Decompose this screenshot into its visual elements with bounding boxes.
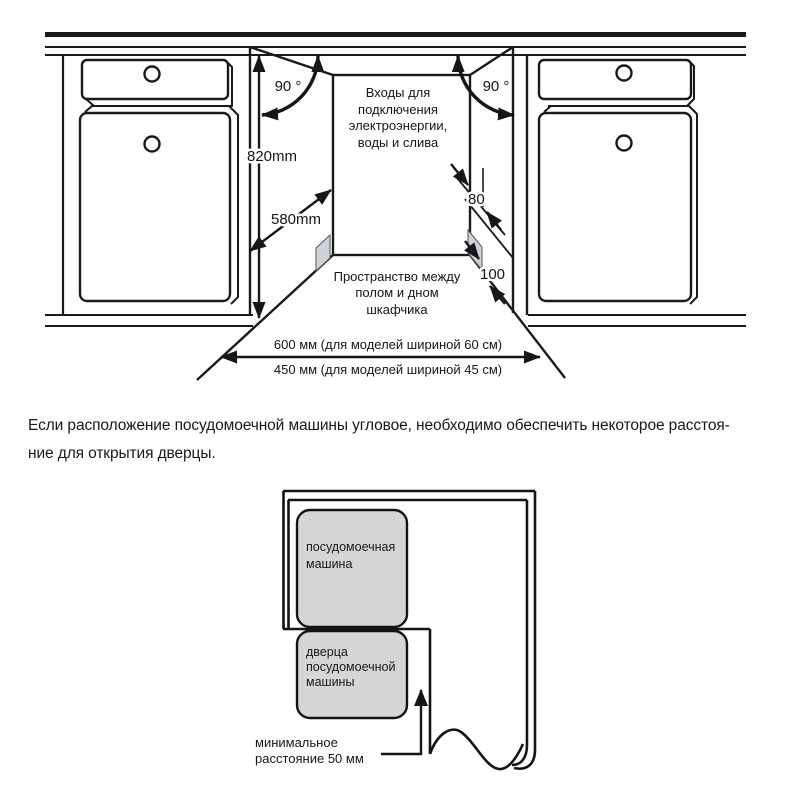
depth-dimension-label: 580mm: [271, 211, 322, 228]
inlet-note-line4: воды и слива: [357, 135, 439, 150]
right-cabinet: [539, 60, 697, 304]
right-door-front: [539, 113, 691, 301]
floor-note: [334, 269, 461, 317]
door-label-line2: посудомоечной: [306, 660, 396, 674]
door-label-line1: дверца: [306, 645, 348, 659]
right-door-knob-icon: [617, 136, 632, 151]
min-distance-label-line1: минимальное: [255, 735, 338, 750]
niche-top-left-diagonal: [250, 47, 333, 75]
left-angle-label: 90 °: [274, 78, 302, 95]
dim-100-label: 100: [480, 266, 506, 283]
dishwasher-door-box: [297, 631, 407, 718]
inlet-note-line1: Входы для: [365, 85, 431, 100]
right-drawer-front: [539, 60, 691, 99]
floor-note-line1: Пространство между: [333, 269, 461, 284]
break-wave-line: [430, 730, 523, 769]
niche-top-right-diagonal: [470, 47, 513, 75]
left-door-bevel: [85, 106, 238, 304]
right-angle-label: 90 °: [482, 78, 510, 95]
corner-placement-diagram: [0, 480, 800, 795]
dim-80-label: 80: [468, 191, 485, 208]
inlet-note-line2: подключения: [358, 102, 438, 117]
door-label-line3: машины: [306, 675, 355, 689]
depth-dimension: [250, 190, 331, 251]
inlet-note-line3: электроэнергии,: [348, 118, 448, 133]
inlet-note: [349, 85, 448, 150]
right-connection-zone: [468, 230, 482, 270]
height-dimension: [247, 56, 297, 318]
width-450-label: 450 мм (для моделей шириной 45 см): [273, 362, 503, 377]
floor-note-line3: шкафчика: [366, 302, 428, 317]
floor-note-line2: полом и дном: [355, 285, 439, 300]
corner-placement-note-line2: ние для открытия дверцы.: [28, 445, 216, 462]
dishwasher-box: [297, 510, 407, 627]
left-cabinet: [63, 55, 238, 315]
corner-placement-note: [28, 412, 788, 468]
countertop: [45, 32, 746, 55]
left-drawer-knob-icon: [145, 67, 160, 82]
height-dimension-label: 820mm: [247, 148, 298, 165]
door-swing-left: [262, 56, 318, 115]
dishwasher-label-line1: посудомоечная: [306, 540, 396, 554]
countertop-edge: [45, 32, 746, 37]
corner-placement-note-line1: Если расположение посудомоечной машины угловое, необходимо обеспечить некоторое расстоя-: [28, 417, 730, 434]
width-600-label: 600 мм (для моделей шириной 60 см): [273, 337, 503, 352]
right-drawer-knob-icon: [617, 66, 632, 81]
min-distance-label-line2: расстояние 50 мм: [255, 751, 364, 766]
width-dimension: [221, 337, 540, 377]
left-door-knob-icon: [145, 137, 160, 152]
dishwasher-label-line2: машина: [306, 557, 353, 571]
